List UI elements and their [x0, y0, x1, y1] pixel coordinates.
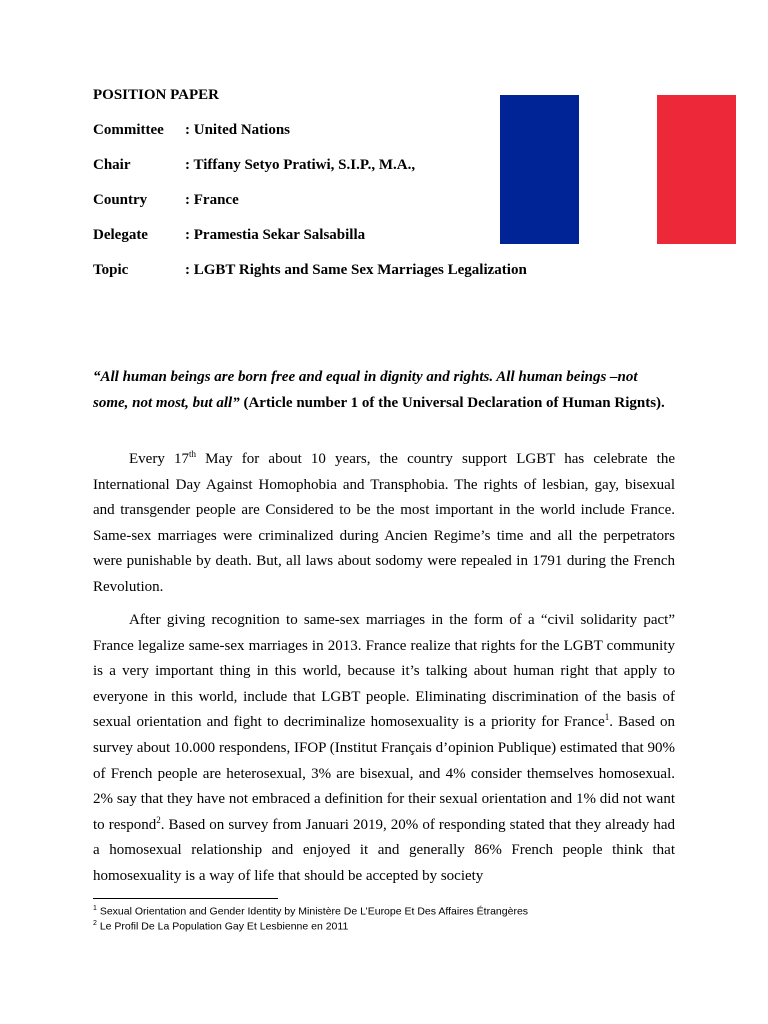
paragraph-text: Every 17	[129, 451, 189, 467]
meta-row-chair	[93, 157, 415, 174]
meta-row-delegate	[93, 227, 365, 244]
meta-value: : United Nations	[185, 122, 291, 138]
meta-row-committee	[93, 122, 290, 139]
meta-value: : Tiffany Setyo Pratiwi, S.I.P., M.A.,	[185, 157, 416, 173]
footnote-number: 1	[93, 905, 97, 912]
footnote-separator	[93, 898, 278, 899]
document-title: POSITION PAPER	[93, 87, 219, 103]
footnote-ref: 2	[156, 814, 161, 825]
footnote-text: Le Profil De La Population Gay Et Lesbienne en 2011	[96, 920, 349, 933]
meta-label: Committee	[93, 122, 164, 138]
paragraph-text: . Based on survey from Januari 2019, 20% of responding stated that they already had a homosexual relationship and enjoyed it and generally 86% French people think that homosexuality is a way of life that should be accepted by society	[93, 816, 675, 884]
meta-label: Chair	[93, 157, 131, 173]
meta-value: : France	[185, 192, 239, 208]
footnote-text: Sexual Orientation and Gender Identity by Ministère De L’Europe Et Des Affaires Étrangères	[96, 905, 529, 918]
meta-label: Topic	[93, 262, 129, 278]
meta-value: : Pramestia Sekar Salsabilla	[185, 227, 366, 243]
meta-label: Delegate	[93, 227, 148, 243]
body-paragraph-2	[93, 608, 675, 890]
meta-row-country	[93, 192, 239, 209]
superscript: th	[188, 449, 196, 459]
meta-label: Country	[93, 192, 148, 208]
quote-text: “All human beings are born free and equal in dignity and rights. All human beings –not some, not most, but all”	[93, 369, 638, 411]
footnote-2	[93, 920, 348, 933]
paragraph-text: . Based on survey about 10.000 respondens, IFOP (Institut Français d’opinion Publique) estimated that 90% of French people are heterosexual, 3% are bisexual, and 4% consider themselves homosexual. 2% say that they have not embraced a definition for their sexual orientation and 1% did not want to respond	[93, 714, 675, 833]
udhr-quote	[93, 364, 675, 416]
paragraph-text: May for about 10 years, the country support LGBT has celebrate the International Day Against Homophobia and Transphobia. The rights of lesbian, gay, bisexual and transgender people are Considered to be the most important in the world include France. Same-sex marriages were criminalized during Ancien Regime’s time and all the perpetrators were punishable by death. But, all laws about sodomy were repealed in 1791 during the French Revolution.	[93, 451, 675, 595]
flag-stripe-blue	[500, 95, 579, 244]
meta-value: : LGBT Rights and Same Sex Marriages Legalization	[185, 262, 527, 278]
footnote-ref: 1	[604, 712, 610, 723]
flag-stripe-white	[579, 95, 658, 244]
france-flag	[500, 95, 736, 244]
meta-row-topic	[93, 262, 527, 279]
flag-stripe-red	[657, 95, 736, 244]
footnote-1	[93, 905, 528, 918]
body-paragraph-1	[93, 447, 675, 601]
quote-reference: (Article number 1 of the Universal Declaration of Human Rignts).	[239, 395, 665, 411]
footnote-number: 2	[93, 920, 97, 927]
paragraph-text: After giving recognition to same-sex marriages in the form of a “civil solidarity pact” France legalize same-sex marriages in 2013. France realize that rights for the LGBT community is a very important thing in this world, because it’s talking about human right that apply to everyone in this world, include that LGBT people. Eliminating discrimination of the basis of sexual orientation and fight to decriminalize homosexuality is a priority for France	[93, 612, 675, 731]
